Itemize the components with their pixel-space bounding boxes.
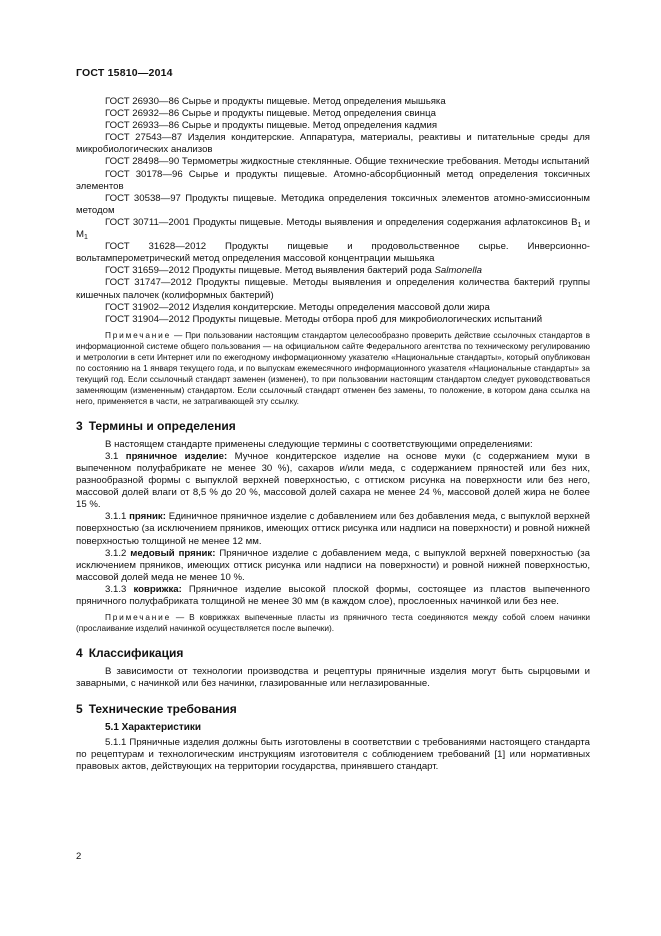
reference-item: ГОСТ 31747—2012 Продукты пищевые. Методы выявления и определения количества бактерий группы кишечных палочек (колиформных бактерий) xyxy=(76,277,590,301)
reference-item: ГОСТ 30178—96 Сырье и продукты пищевые. Атомно-абсорбционный метод определения токсичных элементов xyxy=(76,168,590,192)
term-3-1-2: 3.1.2 медовый пряник: Пряничное изделие с добавлением меда, с выпуклой верхней поверхностью (за исключением пряников, имеющих оттиск рисунка или надписи на поверхности) и ровной нижней поверхностью, массовой долей меда не менее 10 %. xyxy=(76,547,591,583)
reference-item: ГОСТ 28498—90 Термометры жидкостные стеклянные. Общие технические требования. Методы испытаний xyxy=(105,156,590,168)
reference-item: ГОСТ 30538—97 Продукты пищевые. Методика определения токсичных элементов атомно-эмиссионным методом xyxy=(76,192,590,216)
term-3-1-1: 3.1.1 пряник: Единичное пряничное изделие с добавлением или без добавления меда, с выпуклой верхней поверхностью (за исключением пряников, имеющих оттиск рисунка или надписи на поверхности) и ровной нижней поверхностью толщиной не менее 12 мм. xyxy=(76,511,591,547)
term-3-1-3: 3.1.3 коврижка: Пряничное изделие высокой плоской формы, состоящее из пластов выпеченного пряничного полуфабриката толщиной не менее 30 мм (в каждом слое), прослоенных начинкой или без нее. xyxy=(76,583,590,607)
section-4-text: В зависимости от технологии производства и рецептуры пряничные изделия могут быть сырцовыми и заварными, с начинкой или без начинки, глазированные или неглазированные. xyxy=(76,666,590,690)
reference-item: ГОСТ 31902—2012 Изделия кондитерские. Методы определения массовой доли жира xyxy=(105,301,490,313)
reference-item-salmonella: ГОСТ 31659—2012 Продукты пищевые. Метод выявления бактерий рода Salmonella xyxy=(105,265,482,277)
section-3-heading: 3 Термины и определения xyxy=(76,418,236,433)
note-references: Примечание — При пользовании настоящим стандартом целесообразно проверить действие ссылочных стандартов в информационной системе общего пользования — на официальном сайте Федерального агентства по техническому регулированию и метрологии в сети Интернет или по ежегодному информационному указателю «Национальные стандарты», который опубликован по состоянию на 1 января текущего года, и по выпускам ежемесячного информационного указателя «Национальные стандарты» за текущий год. Если ссылочный стандарт заменен (изменен), то при пользовании настоящим стандартом следует руководствоваться заменяющим (измененным) стандартом. Если ссылочный стандарт отменен без замены, то положение, в котором дана ссылка на него, применяется в части, не затрагивающей эту ссылку. xyxy=(76,329,590,406)
reference-item: ГОСТ 31904—2012 Продукты пищевые. Методы отбора проб для микробиологических испытаний xyxy=(105,313,543,325)
reference-item: ГОСТ 27543—87 Изделия кондитерские. Аппаратура, материалы, реактивы и питательные среды для микробиологических анализов xyxy=(76,132,590,156)
term-3-1: 3.1 пряничное изделие: Мучное кондитерское изделие на основе муки (с содержанием муки в выпеченном полуфабрикате не менее 30 %), сахаров и/или меда, с содержанием пряностей или без них, разнообразной формы с выпуклой верхней поверхностью, с оттиском рисунка на поверхности или без него, массовой долей влаги от 8,5 % до 20 %, массовой долей сахара не менее 24 %, массовой долей жира не более 15 %. xyxy=(76,450,590,511)
reference-item: ГОСТ 26933—86 Сырье и продукты пищевые. Метод определения кадмия xyxy=(105,120,438,132)
section-5-1-heading: 5.1 Характеристики xyxy=(105,722,202,734)
section-4-heading: 4 Классификация xyxy=(76,646,184,661)
section-5-heading: 5 Технические требования xyxy=(76,702,237,717)
reference-item: ГОСТ 26930—86 Сырье и продукты пищевые. Метод определения мышьяка xyxy=(105,96,446,107)
reference-item: ГОСТ 26932—86 Сырье и продукты пищевые. Метод определения свинца xyxy=(105,108,436,120)
reference-item: ГОСТ 31628—2012 Продукты пищевые и продовольственное сырье. Инверсионно-вольтамперометрический метод определения массовой концентрации мышьяка xyxy=(76,241,590,265)
section-5-1-1-text: 5.1.1 Пряничные изделия должны быть изготовлены в соответствии с требованиями настоящего стандарта по рецептурам и технологическим инструкциям изготовителя с соблюдением требований [1] или нормативных правовых актов, действующих на территории государства, принявшего стандарт. xyxy=(76,737,590,773)
document-header: ГОСТ 15810—2014 xyxy=(76,67,173,79)
section-3-intro: В настоящем стандарте применены следующие термины с соответствующими определениями: xyxy=(105,438,533,450)
page-number: 2 xyxy=(76,851,82,862)
reference-item-aflatoxin: ГОСТ 30711—2001 Продукты пищевые. Методы выявления и определения содержания афлатоксинов $B_1$ и $M_1$ xyxy=(76,216,590,242)
note-kovrizhka: Примечание — В коврижках выпеченные пласты из пряничного теста соединяются между собой слоем начинки (прослаивание изделий начинкой осуществляется после выпечки). xyxy=(76,612,590,634)
page-content xyxy=(76,96,590,774)
